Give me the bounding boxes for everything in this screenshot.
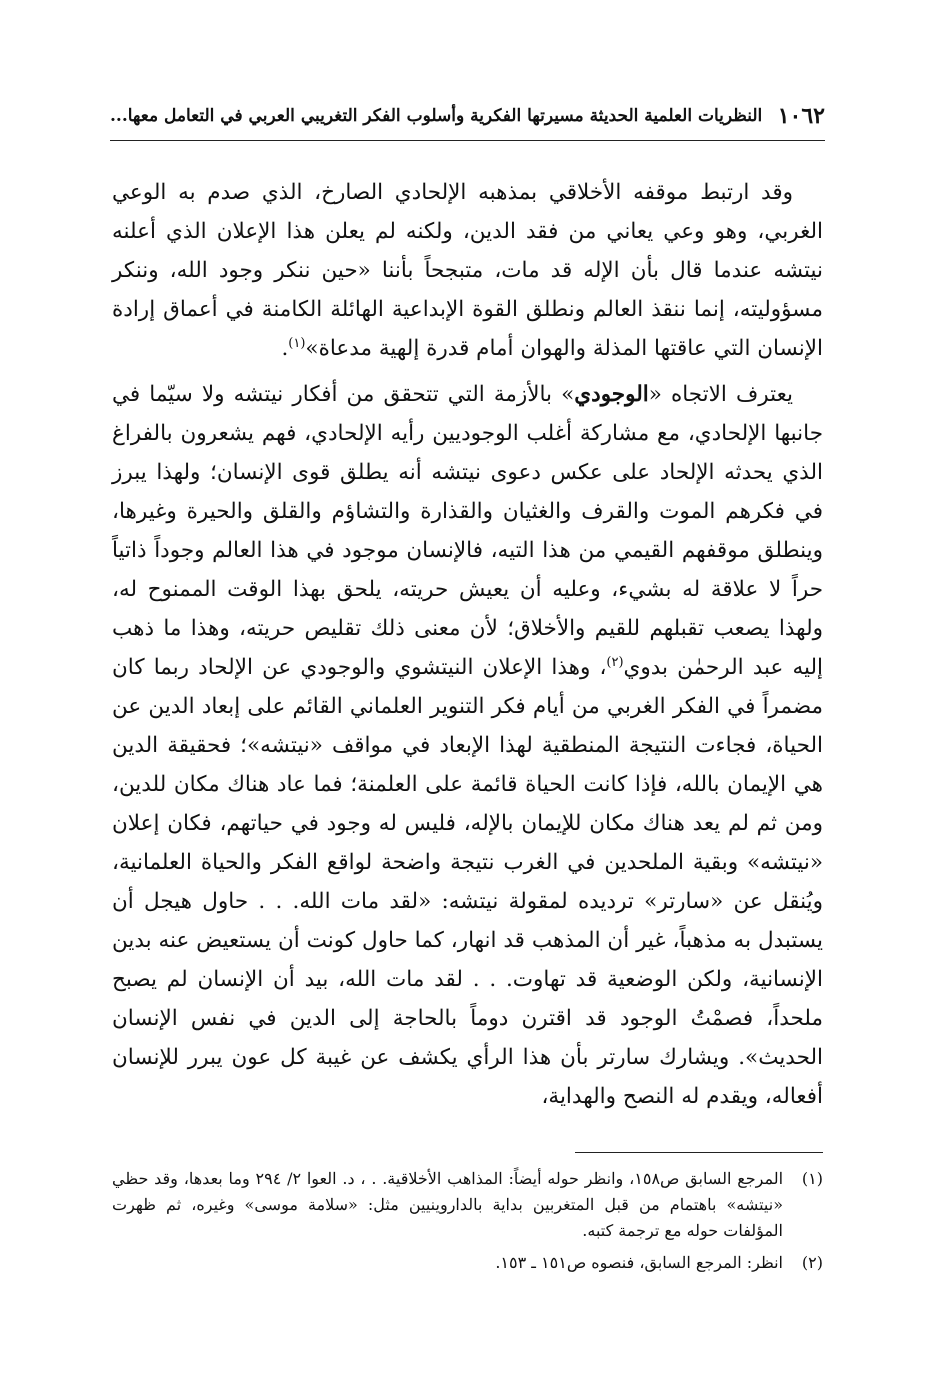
footnote-ref-2: (٢)	[606, 654, 624, 670]
footnote-text: انظر: المرجع السابق، فنصوه ص١٥١ ـ ١٥٣.	[495, 1253, 783, 1272]
footnote-text: المرجع السابق ص١٥٨، وانظر حوله أيضاً: المذاهب الأخلاقية. . ، د. العوا ٢/ ٢٩٤ وما بعدها، وقد حظي «نيتشه» باهتمام من قبل المتغربين بداية بالداروينيين مثل: «سلامة موسى» وغيره، ثم ظهرت المؤلفات حوله مع ترجمة كتبه.	[112, 1169, 784, 1240]
paragraph-2-text: » بالأزمة التي تتحقق من أفكار نيتشه ولا سيّما في جانبها الإلحادي، مع مشاركة أغلب الوجوديين رأيه الإلحادي، فهم يشعرون بالفراغ الذي يحدثه الإلحاد على عكس دعوى نيتشه أنه يطلق قوى الإنسان؛ ولهذا يبرز في فكرهم الموت والقرف والغثيان والقذارة والتشاؤم والقلق والحيرة وغيرها، وينطلق موقفهم القيمي من هذا التيه، فالإنسان موجود في هذا العالم وجوداً ذاتياً حراً لا علاقة له بشيء، وعليه أن يعيش حريته، يلحق بهذا الوقت الممنوح له، ولهذا يصعب تقبلهم للقيم والأخلاق؛ لأن معنى ذلك تقليص حريته، وهذا ما ذهب إليه عبد الرحمٰن بدوي	[112, 382, 823, 680]
footnote-2	[112, 1250, 823, 1276]
main-text	[112, 173, 823, 1116]
paragraph-2-rest: ، وهذا الإعلان النيتشوي والوجودي عن الإلحاد ربما كان مضمراً في الفكر الغربي من أيام فكر التنوير العلماني القائم على إبعاد الدين عن الحياة، فجاءت النتيجة المنطقية لهذا الإبعاد في مواقف «نيتشه»؛ فحقيقة الدين هي الإيمان بالله، فإذا كانت الحياة قائمة على العلمنة؛ فما عاد هناك مكان للدين، ومن ثم لم يعد هناك مكان للإيمان بالإله، فليس له وجود في حياتهم، فكان إعلان «نيتشه» وبقية الملحدين في الغرب نتيجة واضحة لواقع الفكر والحياة العلمانية، ويُنقل عن «سارتر» ترديده لمقولة نيتشه: «لقد مات الله. . . حاول هيجل أن يستبدل به مذهباً، غير أن المذهب قد انهار، كما حاول كونت أن يستعيض عنه بدين الإنسانية، ولكن الوضعية قد تهاوت. . . لقد مات الله، بيد أن الإنسان لم يصبح ملحداً، فصمْتُ الوجود قد اقترن دوماً بالحاجة إلى الدين في نفس الإنسان الحديث». ويشارك سارتر بأن هذا الرأي يكشف عن غيبة كل عون يبرر للإنسان أفعاله، ويقدم له النصح والهداية،	[112, 655, 823, 1109]
footnote-ref-1: (١)	[288, 335, 306, 351]
running-title: النظريات العلمية الحديثة مسيرتها الفكرية وأسلوب الفكر التغريبي العربي في التعامل معها...	[110, 106, 763, 126]
paragraph-1-text: وقد ارتبط موقفه الأخلاقي بمذهبه الإلحادي الصارخ، الذي صدم به الوعي الغربي، وهو وعي يعاني من فقد الدين، ولكنه لم يعلن هذا الإعلان الذي أعلنه نيتشه عندما قال بأن الإله قد مات، متبجحاً بأننا «حين ننكر وجود الله، وننكر مسؤوليته، إنما ننقذ العالم ونطلق القوة الإبداعية الهائلة الكامنة في أعماق إرادة الإنسان التي عاقتها المذلة والهوان أمام قدرة إلهية مدعاة»	[112, 180, 823, 361]
paragraph-1-end: .	[281, 336, 289, 361]
footnote-marker: (٢)	[801, 1253, 823, 1272]
page-header	[110, 98, 825, 134]
footnotes	[112, 1166, 823, 1276]
footnote-rule	[575, 1152, 823, 1153]
bold-term-existentialist: الوجودي	[574, 382, 649, 407]
paragraph-2	[112, 375, 823, 1116]
paragraph-2-lead: يعترف الاتجاه «	[648, 382, 793, 407]
footnote-marker: (١)	[801, 1169, 823, 1188]
header-rule	[110, 140, 825, 141]
page-number: ١٠٦٢	[777, 103, 825, 129]
footnote-1	[112, 1166, 823, 1244]
paragraph-1	[112, 173, 823, 368]
